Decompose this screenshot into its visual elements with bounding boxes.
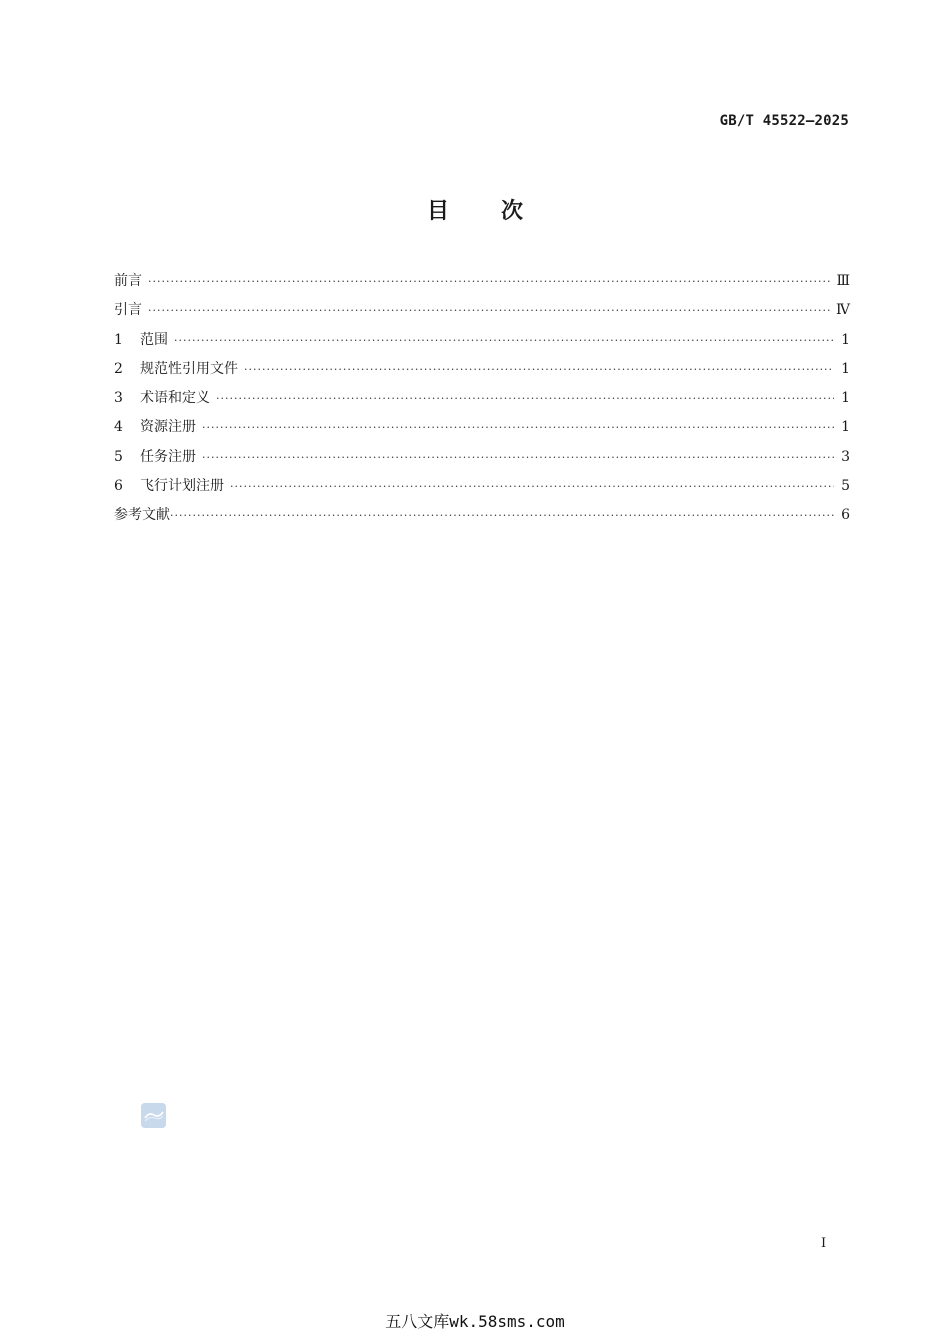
toc-entry-page: Ⅳ <box>836 302 850 319</box>
toc-entry-foreword[interactable] <box>114 270 850 299</box>
toc-entry-page: 1 <box>841 360 850 377</box>
toc-leader-dots <box>174 334 834 347</box>
toc-entry-page: 1 <box>841 331 850 348</box>
toc-leader-dots <box>230 480 834 493</box>
toc-leader-dots <box>202 451 834 464</box>
toc-entry-page: 6 <box>841 507 850 524</box>
toc-entry-task-registration[interactable] <box>114 446 850 475</box>
toc-leader-dots <box>244 363 834 376</box>
toc-entry-label: 参考文献 <box>114 507 170 524</box>
toc-entry-number: 4 <box>114 419 123 436</box>
toc-leader-dots <box>148 304 830 317</box>
toc-entry-page: 5 <box>841 478 850 495</box>
toc-entry-number: 1 <box>114 331 123 348</box>
toc-entry-label: 飞行计划注册 <box>140 478 224 495</box>
toc-entry-page: 1 <box>841 390 850 407</box>
sac-logo-graphic <box>141 1103 166 1128</box>
toc-entry-label: 引言 <box>114 302 142 319</box>
page-number: I <box>821 1236 827 1251</box>
toc-entry-label: 资源注册 <box>140 419 196 436</box>
footer-watermark: 五八文库wk.58sms.com <box>385 1312 565 1331</box>
toc-entry-page: 1 <box>841 419 850 436</box>
toc-title: 目次 <box>426 199 575 224</box>
toc-entry-flight-plan-registration[interactable] <box>114 475 850 504</box>
toc-entry-scope[interactable] <box>114 329 850 358</box>
toc-entry-terms-and-definitions[interactable] <box>114 387 850 416</box>
toc-entry-normative-references[interactable] <box>114 358 850 387</box>
toc-entry-number: 5 <box>114 448 123 465</box>
toc-entry-introduction[interactable] <box>114 299 850 328</box>
toc-entry-page: 3 <box>841 448 850 465</box>
toc-entry-number: 6 <box>114 478 123 495</box>
toc-leader-dots <box>202 421 834 434</box>
toc-entry-label: 范围 <box>140 331 168 348</box>
sac-logo-icon <box>141 1103 166 1128</box>
toc-entry-page: Ⅲ <box>836 273 850 289</box>
toc-entry-label: 规范性引用文件 <box>140 360 238 377</box>
toc-entry-label: 术语和定义 <box>140 390 210 407</box>
toc-list <box>114 270 850 534</box>
document-number: GB/T 45522—2025 <box>719 113 849 129</box>
toc-leader-dots <box>148 275 830 288</box>
toc-entry-number: 3 <box>114 390 123 407</box>
toc-leader-dots <box>216 392 834 405</box>
toc-entry-resource-registration[interactable] <box>114 416 850 445</box>
toc-entry-label: 前言 <box>114 273 142 289</box>
toc-entry-number: 2 <box>114 360 123 377</box>
toc-leader-dots <box>170 509 834 522</box>
toc-entry-label: 任务注册 <box>140 448 196 465</box>
toc-entry-bibliography[interactable] <box>114 504 850 533</box>
